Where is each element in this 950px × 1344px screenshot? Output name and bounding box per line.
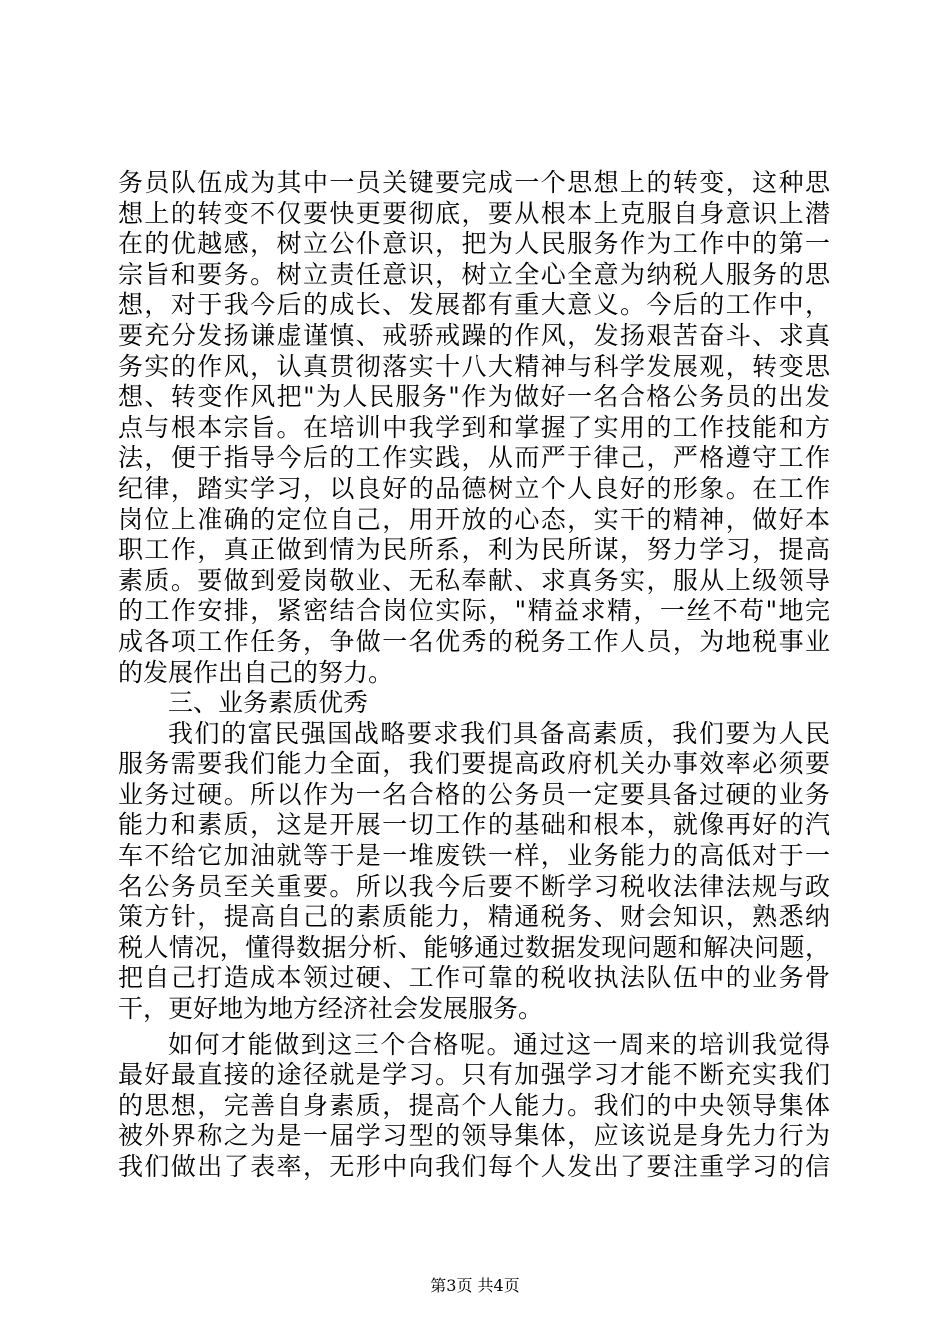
text-line: 岗位上准确的定位自己，用开放的心态，实干的精神，做好本	[118, 504, 830, 534]
text-line: 要充分发扬谦虚谨慎、戒骄戒躁的作风，发扬艰苦奋斗、求真	[118, 320, 830, 350]
section-heading: 三、业务素质优秀	[168, 688, 369, 718]
text-line: 想，对于我今后的成长、发展都有重大意义。今后的工作中，	[118, 290, 830, 320]
text-line: 素质。要做到爱岗敬业、无私奉献、求真务实，服从上级领导	[118, 565, 830, 595]
text-line: 车不给它加油就等于是一堆废铁一样，业务能力的高低对于一	[118, 841, 830, 871]
text-line: 我们做出了表率，无形中向我们每个人发出了要注重学习的信	[118, 1152, 830, 1181]
text-line: 把自己打造成本领过硬、工作可靠的税收执法队伍中的业务骨	[118, 963, 830, 993]
text-line: 的工作安排，紧密结合岗位实际，"精益求精，一丝不苟"地完	[118, 596, 830, 626]
text-line: 法，便于指导今后的工作实践，从而严于律己，严格遵守工作	[118, 443, 830, 473]
text-line: 策方针，提高自己的素质能力，精通税务、财会知识，熟悉纳	[118, 902, 830, 932]
text-line: 在的优越感，树立公仆意识，把为人民服务作为工作中的第一	[118, 229, 830, 259]
text-line: 税人情况，懂得数据分析、能够通过数据发现问题和解决问题，	[118, 932, 830, 962]
text-line: 点与根本宗旨。在培训中我学到和掌握了实用的工作技能和方	[118, 412, 830, 442]
text-line: 成各项工作任务，争做一名优秀的税务工作人员，为地税事业	[118, 626, 830, 656]
text-line: 业务过硬。所以作为一名合格的公务员一定要具备过硬的业务	[118, 779, 830, 809]
text-line: 如何才能做到这三个合格呢。通过这一周来的培训我觉得	[168, 1029, 830, 1059]
text-line: 宗旨和要务。树立责任意识，树立全心全意为纳税人服务的思	[118, 259, 830, 289]
text-line: 想上的转变不仅要快更要彻底，要从根本上克服自身意识上潜	[118, 198, 830, 228]
text-line: 职工作，真正做到情为民所系，利为民所谋，努力学习，提高	[118, 535, 830, 565]
page-number-footer: 第3页 共4页	[430, 1276, 520, 1295]
document-body	[118, 168, 830, 1183]
text-line: 被外界称之为是一届学习型的领导集体，应该说是身先力行为	[118, 1121, 830, 1151]
text-line: 能力和素质，这是开展一切工作的基础和根本，就像再好的汽	[118, 810, 830, 840]
text-line: 务实的作风，认真贯彻落实十八大精神与科学发展观，转变思	[118, 351, 830, 381]
text-line: 服务需要我们能力全面，我们要提高政府机关办事效率必须要	[118, 749, 830, 779]
text-line: 最好最直接的途径就是学习。只有加强学习才能不断充实我们	[118, 1060, 830, 1090]
text-line: 我们的富民强国战略要求我们具备高素质，我们要为人民	[168, 718, 830, 748]
text-line: 务员队伍成为其中一员关键要完成一个思想上的转变，这种思	[118, 168, 830, 197]
text-line: 干，更好地为地方经济社会发展服务。	[118, 994, 544, 1024]
text-line: 想、转变作风把"为人民服务"作为做好一名合格公务员的出发	[118, 382, 830, 412]
text-line: 的发展作出自己的努力。	[118, 657, 394, 687]
text-line: 的思想，完善自身素质，提高个人能力。我们的中央领导集体	[118, 1090, 830, 1120]
text-line: 名公务员至关重要。所以我今后要不断学习税收法律法规与政	[118, 871, 830, 901]
text-line: 纪律，踏实学习，以良好的品德树立个人良好的形象。在工作	[118, 473, 830, 503]
